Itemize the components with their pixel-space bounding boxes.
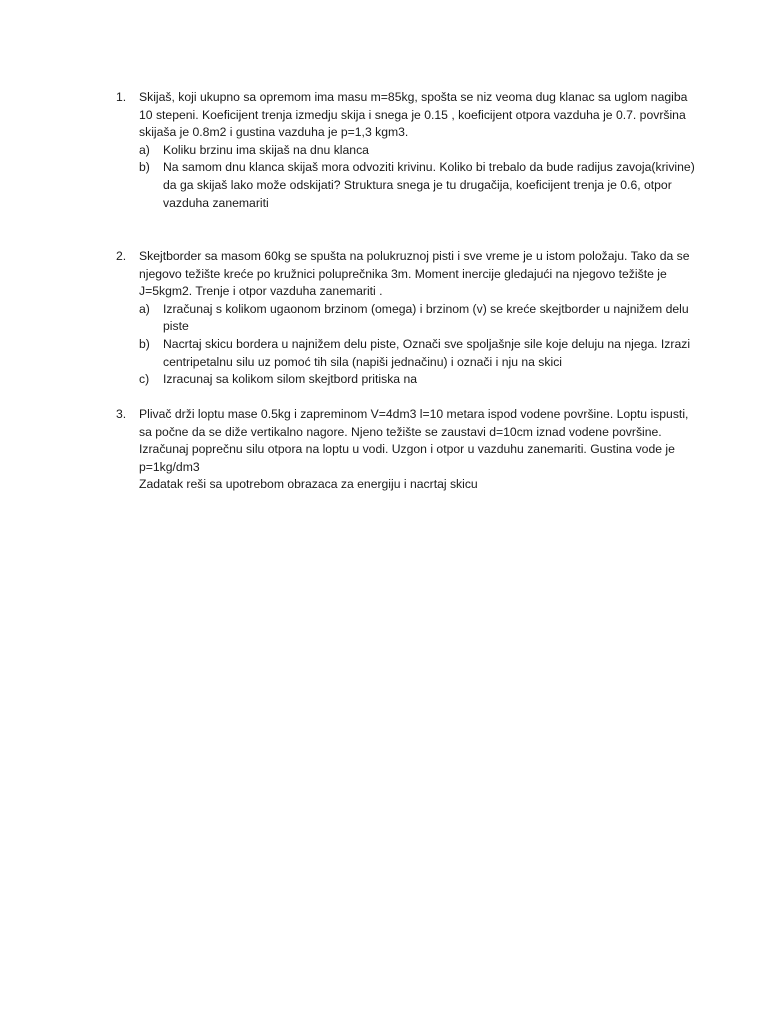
sub-question-b (139, 159, 696, 212)
sub-letter: a) (139, 301, 150, 316)
sub-text: Izracunaj sa kolikom silom skejtbord pritiska na (163, 372, 418, 387)
sub-text: Koliku brzinu ima skijaš na dnu klanca (163, 142, 369, 157)
sub-question-a (139, 142, 696, 160)
problem-1 (116, 89, 696, 212)
problem-3 (116, 406, 696, 494)
sub-question-b (139, 336, 696, 371)
sub-text: Izračunaj s kolikom ugaonom brzinom (omega) i brzinom (v) se kreće skejtborder u najnižem delu piste (163, 301, 689, 334)
sub-question-c (139, 371, 696, 389)
problem-instruction: Zadatak reši sa upotrebom obrazaca za energiju i nacrtaj skicu (139, 477, 478, 492)
problem-text: Skijaš, koji ukupno sa opremom ima masu m=85kg, spošta se niz veoma dug klanac sa uglom nagiba 10 stepeni. Koeficijent trenja izmedju skija i snega je 0.15 , koeficijent otpora vazduha je 0.7. površina skijaša je 0.8m2 i gustina vazduha je p=1,3 kgm3. (139, 90, 688, 140)
problem-body (139, 406, 696, 494)
problem-2 (116, 248, 696, 389)
sub-text: Nacrtaj skicu bordera u najnižem delu piste, Označi sve spoljašnje sile koje deluju na njega. Izrazi centripetalnu silu uz pomoć tih sila (napiši jednačinu) i označi i nju na skici (163, 336, 691, 369)
problem-body (139, 89, 696, 212)
problem-text: Plivač drži loptu mase 0.5kg i zapreminom V=4dm3 l=10 metara ispod vodene površine. Loptu ispusti, sa počne da se diže vertikalno nagore. Njeno težište se zaustavi d=10cm iznad vodene površine. Izračunaj poprečnu silu otpora na loptu u vodi. Uzgon i otpor u vazduhu zanemariti. Gustina vode je p=1kg/dm3 (139, 407, 689, 474)
problem-number: 3. (116, 407, 127, 421)
problem-number: 1. (116, 90, 127, 104)
sub-question-a (139, 301, 696, 336)
sub-letter: c) (139, 372, 150, 387)
problem-number: 2. (116, 249, 127, 263)
problem-text: Skejtborder sa masom 60kg se spušta na polukruznoj pisti i sve vreme je u istom položaju. Tako da se njegovo težište kreće po kružnici poluprečnika 3m. Moment inercije gledajući na njegovo težište je J=5kgm2. Trenje i otpor vazduha zanemariti . (139, 249, 690, 299)
sub-letter: b) (139, 336, 150, 351)
sub-letter: b) (139, 160, 150, 175)
sub-letter: a) (139, 142, 150, 157)
sub-text: Na samom dnu klanca skijaš mora odvoziti krivinu. Koliko bi trebalo da bude radijus zavoja(krivine) da ga skijaš lako može odskijati? Struktura snega je tu drugačija, koeficijent trenja je 0.6, otpor vazduha zanemariti (163, 160, 695, 210)
problem-body (139, 248, 696, 389)
